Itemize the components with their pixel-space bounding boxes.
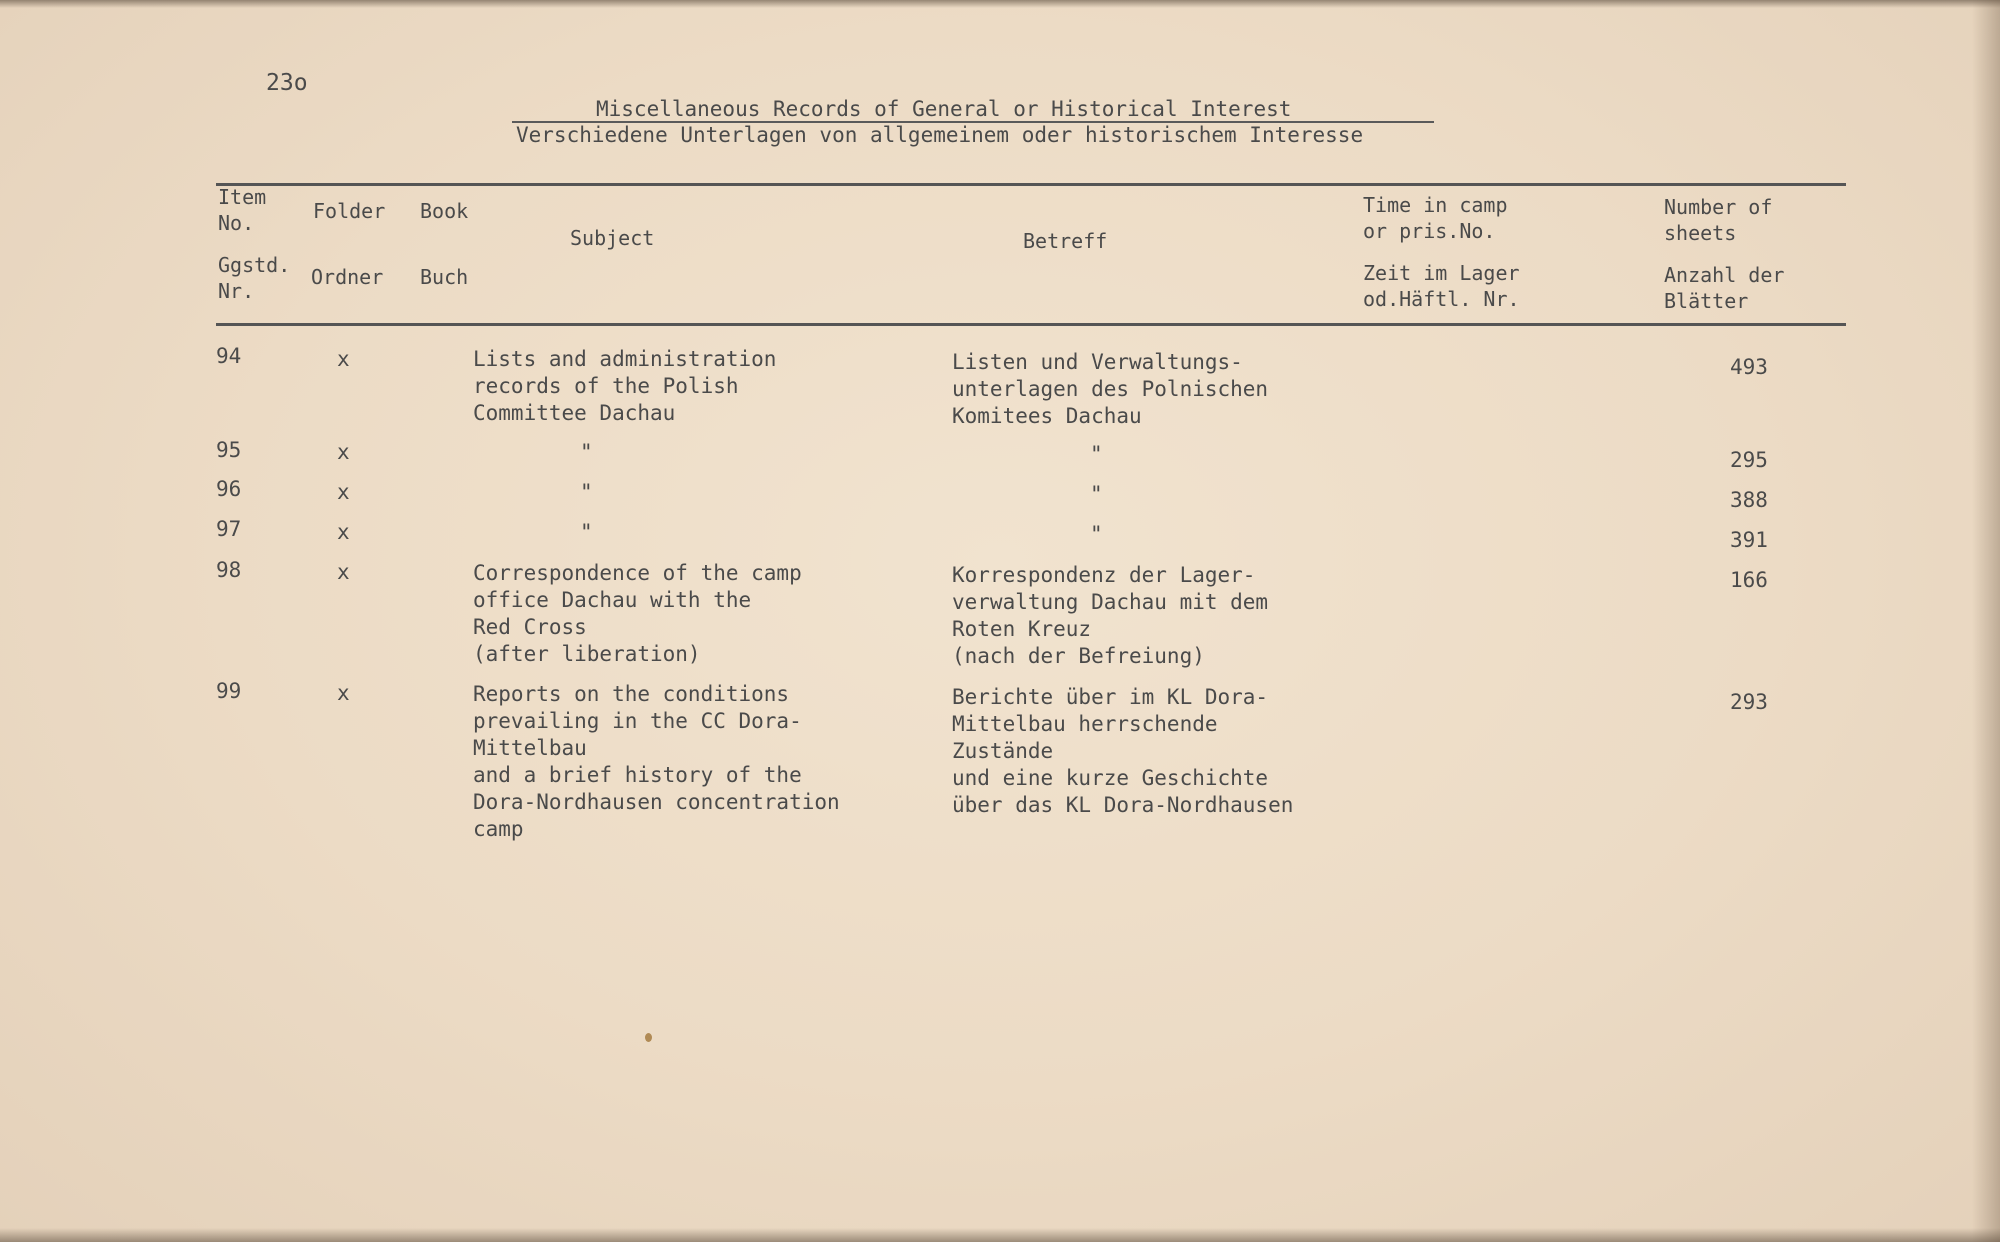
header-time-de: Zeit im Lager od.Häftl. Nr. — [1363, 261, 1520, 311]
row-subject: Correspondence of the camp office Dachau with the Red Cross (after liberation) — [473, 561, 802, 666]
row-sheets: 293 — [1730, 690, 1768, 714]
header-book-en: Book — [420, 199, 469, 223]
row-betreff-ditto: " — [1090, 522, 1103, 546]
header-betreff: Betreff — [1023, 229, 1108, 253]
row-sheets: 391 — [1730, 528, 1768, 552]
row-betreff: Listen und Verwaltungs- unterlagen des Polnischen Komitees Dachau — [952, 350, 1269, 428]
row-sheets: 388 — [1730, 488, 1768, 512]
row-folder-mark: x — [337, 440, 350, 464]
title-english: Miscellaneous Records of General or Historical Interest — [596, 97, 1292, 121]
header-book-de: Buch — [420, 265, 469, 289]
row-subject-ditto: " — [580, 440, 593, 464]
row-subject: Reports on the conditions prevailing in the CC Dora- Mittelbau and a brief history of the Dora-Nordhausen concentration camp — [473, 682, 840, 841]
header-subject: Subject — [570, 226, 655, 250]
row-folder-mark: x — [337, 681, 350, 705]
title-german: Verschiedene Unterlagen von allgemeinem oder historischem Interesse — [516, 123, 1364, 147]
page-number: 23o — [266, 70, 308, 96]
row-subject-ditto: " — [580, 480, 593, 504]
header-folder-de: Ordner — [311, 265, 384, 289]
table-header-rule — [216, 323, 1846, 326]
page-edge-shadow-bottom — [0, 1228, 2000, 1242]
paper-stain — [645, 1033, 652, 1042]
row-item-number: 99 — [216, 679, 242, 703]
row-item-number: 97 — [216, 517, 242, 541]
row-sheets: 295 — [1730, 448, 1768, 472]
page-edge-shadow-top — [0, 0, 2000, 8]
row-item-number: 98 — [216, 558, 242, 582]
row-folder-mark: x — [337, 520, 350, 544]
row-betreff: Berichte über im KL Dora- Mittelbau herrschende Zustände und eine kurze Geschichte über das KL Dora-Nordhausen — [952, 685, 1294, 817]
header-time-en: Time in camp or pris.No. — [1363, 193, 1508, 243]
row-subject: Lists and administration records of the Polish Committee Dachau — [473, 347, 777, 425]
row-folder-mark: x — [337, 347, 350, 371]
row-folder-mark: x — [337, 480, 350, 504]
table-top-rule — [216, 183, 1846, 186]
row-sheets: 493 — [1730, 355, 1768, 379]
header-item-de: Ggstd. Nr. — [218, 253, 291, 303]
row-item-number: 95 — [216, 438, 242, 462]
row-subject-ditto: " — [580, 520, 593, 544]
row-betreff: Korrespondenz der Lager- verwaltung Dachau mit dem Roten Kreuz (nach der Befreiung) — [952, 563, 1269, 668]
header-folder-en: Folder — [313, 199, 386, 223]
row-item-number: 96 — [216, 477, 242, 501]
row-betreff-ditto: " — [1090, 442, 1103, 466]
header-sheets-en: Number of sheets — [1664, 195, 1773, 245]
row-betreff-ditto: " — [1090, 482, 1103, 506]
page-edge-shadow-right — [1972, 0, 2000, 1242]
row-sheets: 166 — [1730, 568, 1768, 592]
row-item-number: 94 — [216, 344, 242, 368]
header-item-en: Item No. — [218, 185, 267, 235]
header-sheets-de: Anzahl der Blätter — [1664, 263, 1785, 313]
row-folder-mark: x — [337, 560, 350, 584]
